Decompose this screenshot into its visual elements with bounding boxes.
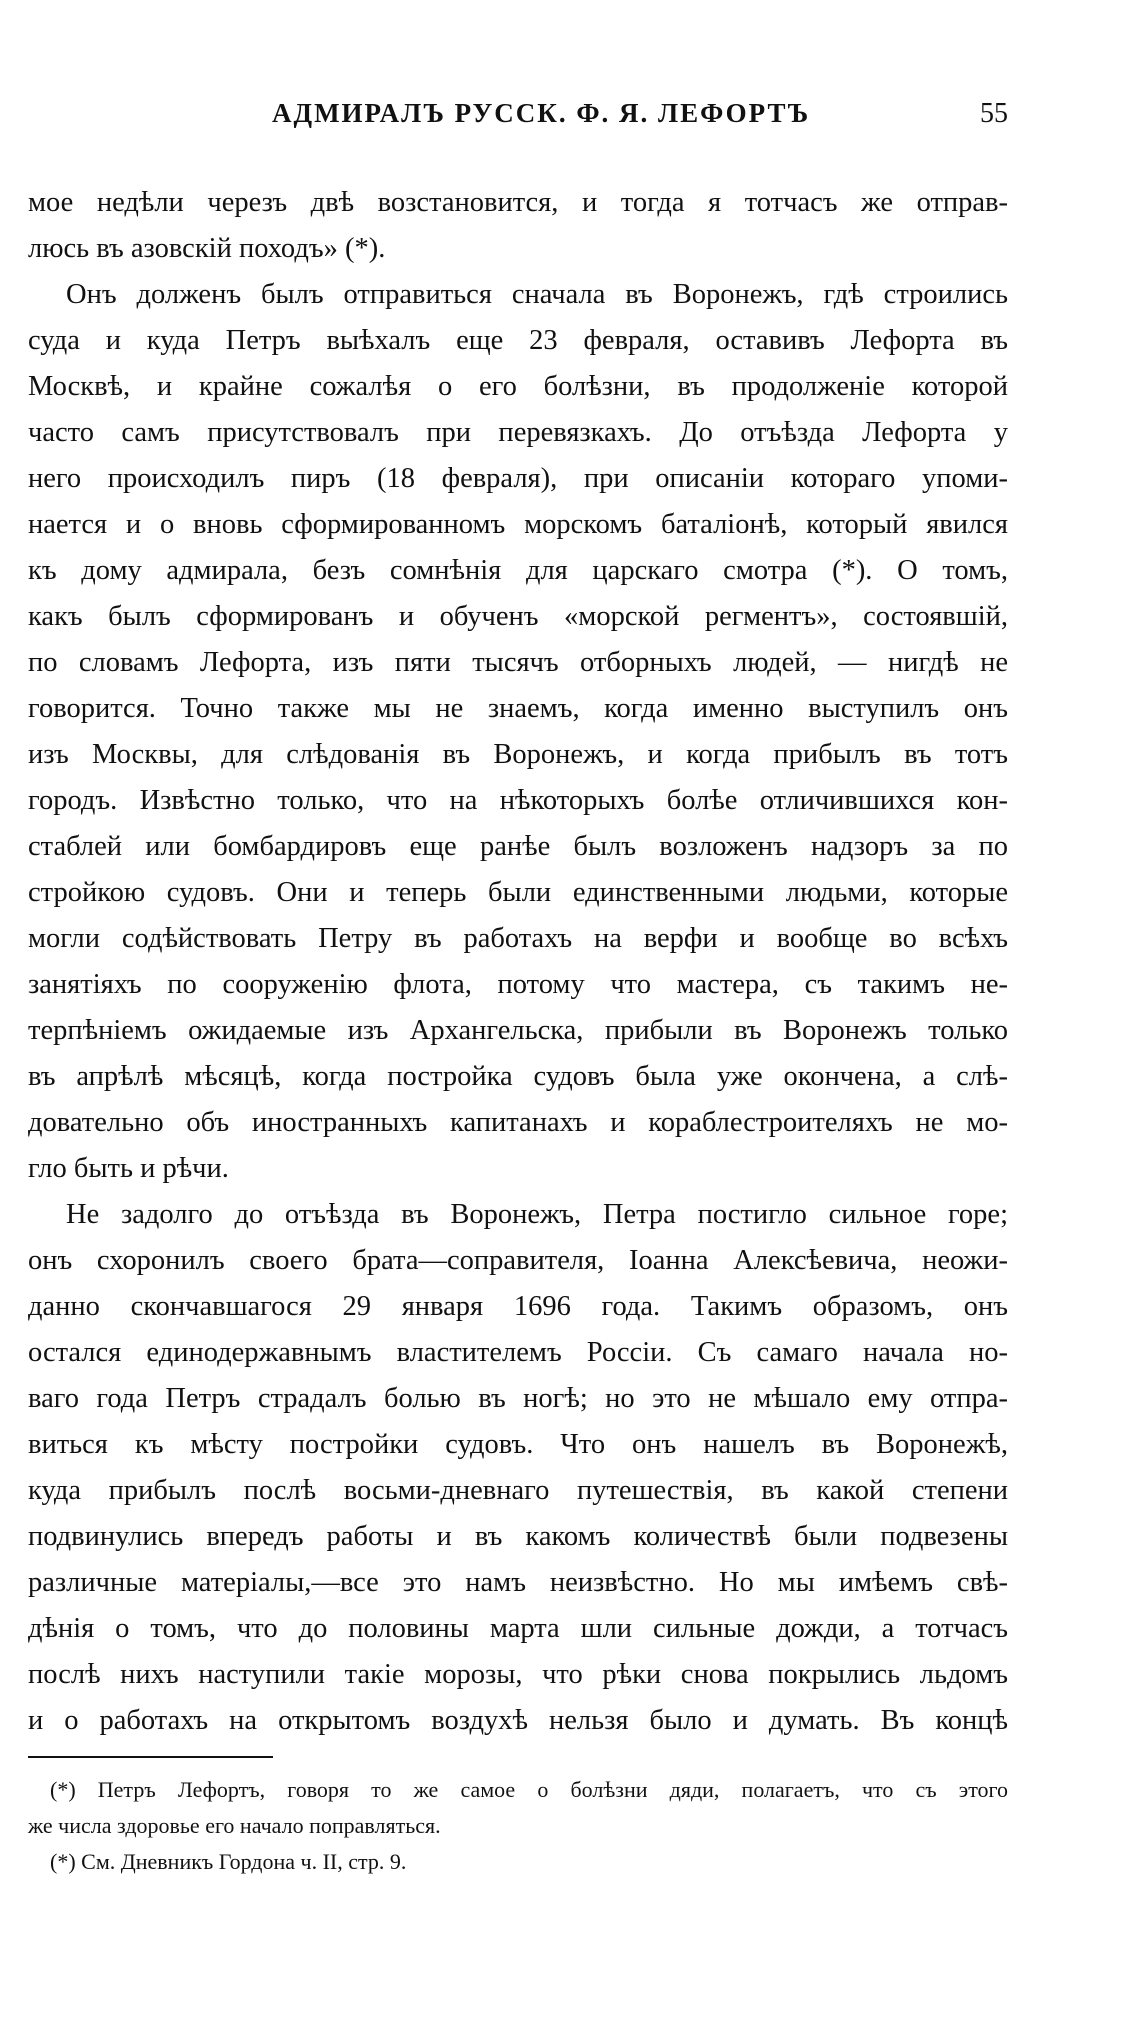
text-line: различные матеріалы,—все это намъ неизвѣстно. Но мы имѣемъ свѣ- xyxy=(28,1567,1008,1598)
text-line: городъ. Извѣстно только, что на нѣкоторыхъ болѣе отличившихся кон- xyxy=(28,785,1008,816)
footnote-line: (*) См. Дневникъ Гордона ч. II, стр. 9. xyxy=(50,1849,407,1874)
text-line: подвинулись впередъ работы и въ какомъ количествѣ были подвезены xyxy=(28,1521,1008,1552)
text-line: часто самъ присутствовалъ при перевязкахъ. До отъѣзда Лефорта у xyxy=(28,417,1008,448)
text-line: гло быть и рѣчи. xyxy=(28,1153,229,1184)
text-line: какъ былъ сформированъ и обученъ «морской регментъ», состоявшій, xyxy=(28,601,1008,632)
footnote-divider xyxy=(28,1756,273,1758)
text-line: къ дому адмирала, безъ сомнѣнія для царскаго смотра (*). О томъ, xyxy=(28,555,1008,586)
text-line: говорится. Точно также мы не знаемъ, когда именно выступилъ онъ xyxy=(28,693,1008,724)
text-line: люсь въ азовскій походъ» (*). xyxy=(28,233,386,264)
body-text xyxy=(28,180,1008,1744)
text-line: стройкою судовъ. Они и теперь были единственными людьми, которые xyxy=(28,877,1008,908)
text-line: виться къ мѣсту постройки судовъ. Что онъ нашелъ въ Воронежѣ, xyxy=(28,1429,1008,1460)
text-line: онъ схоронилъ своего брата—соправителя, Іоанна Алексѣевича, неожи- xyxy=(28,1245,1008,1276)
text-line: остался единодержавнымъ властителемъ Россіи. Съ самаго начала но- xyxy=(28,1337,1008,1368)
text-line: него происходилъ пиръ (18 февраля), при описаніи котораго упоми- xyxy=(28,463,1008,494)
text-line: терпѣніемъ ожидаемые изъ Архангельска, прибыли въ Воронежъ только xyxy=(28,1015,1008,1046)
text-line: ваго года Петръ страдалъ болью въ ногѣ; но это не мѣшало ему отпра- xyxy=(28,1383,1008,1414)
page-number: 55 xyxy=(980,98,1008,129)
text-line: Москвѣ, и крайне сожалѣя о его болѣзни, въ продолженіе которой xyxy=(28,371,1008,402)
page-header xyxy=(28,98,1008,138)
text-line: послѣ нихъ наступили такіе морозы, что рѣки снова покрылись льдомъ xyxy=(28,1659,1008,1690)
text-line: мое недѣли черезъ двѣ возстановится, и тогда я тотчасъ же отправ- xyxy=(28,187,1008,218)
text-line: стаблей или бомбардировъ еще ранѣе былъ возложенъ надзоръ за по xyxy=(28,831,1008,862)
text-line: суда и куда Петръ выѣхалъ еще 23 февраля, оставивъ Лефорта въ xyxy=(28,325,1008,356)
text-line: и о работахъ на открытомъ воздухѣ нельзя было и думать. Въ концѣ xyxy=(28,1705,1008,1736)
footnote-line: же числа здоровье его начало поправляться. xyxy=(28,1813,441,1838)
footnotes xyxy=(28,1772,1008,1880)
text-line: дѣнія о томъ, что до половины марта шли сильные дожди, а тотчасъ xyxy=(28,1613,1008,1644)
text-line: данно скончавшагося 29 января 1696 года. Такимъ образомъ, онъ xyxy=(28,1291,1008,1322)
text-line: занятіяхъ по сооруженію флота, потому что мастера, съ такимъ не- xyxy=(28,969,1008,1000)
text-line: Не задолго до отъѣзда въ Воронежъ, Петра постигло сильное горе; xyxy=(66,1199,1008,1230)
text-line: Онъ долженъ былъ отправиться сначала въ Воронежъ, гдѣ строились xyxy=(66,279,1008,310)
footnote-line: (*) Петръ Лефортъ, говоря то же самое о болѣзни дяди, полагаетъ, что съ этого xyxy=(50,1777,1008,1802)
running-title: АДМИРАЛЪ РУССК. Ф. Я. ЛЕФОРТЪ xyxy=(272,98,811,128)
text-line: въ апрѣлѣ мѣсяцѣ, когда постройка судовъ была уже окончена, а слѣ- xyxy=(28,1061,1008,1092)
text-line: нается и о вновь сформированномъ морскомъ баталіонѣ, который явился xyxy=(28,509,1008,540)
text-line: довательно объ иностранныхъ капитанахъ и кораблестроителяхъ не мо- xyxy=(28,1107,1008,1138)
text-line: изъ Москвы, для слѣдованія въ Воронежъ, и когда прибылъ въ тотъ xyxy=(28,739,1008,770)
text-line: по словамъ Лефорта, изъ пяти тысячъ отборныхъ людей, — нигдѣ не xyxy=(28,647,1008,678)
text-line: куда прибылъ послѣ восьми-дневнаго путешествія, въ какой степени xyxy=(28,1475,1008,1506)
text-line: могли содѣйствовать Петру въ работахъ на верфи и вообще во всѣхъ xyxy=(28,923,1008,954)
